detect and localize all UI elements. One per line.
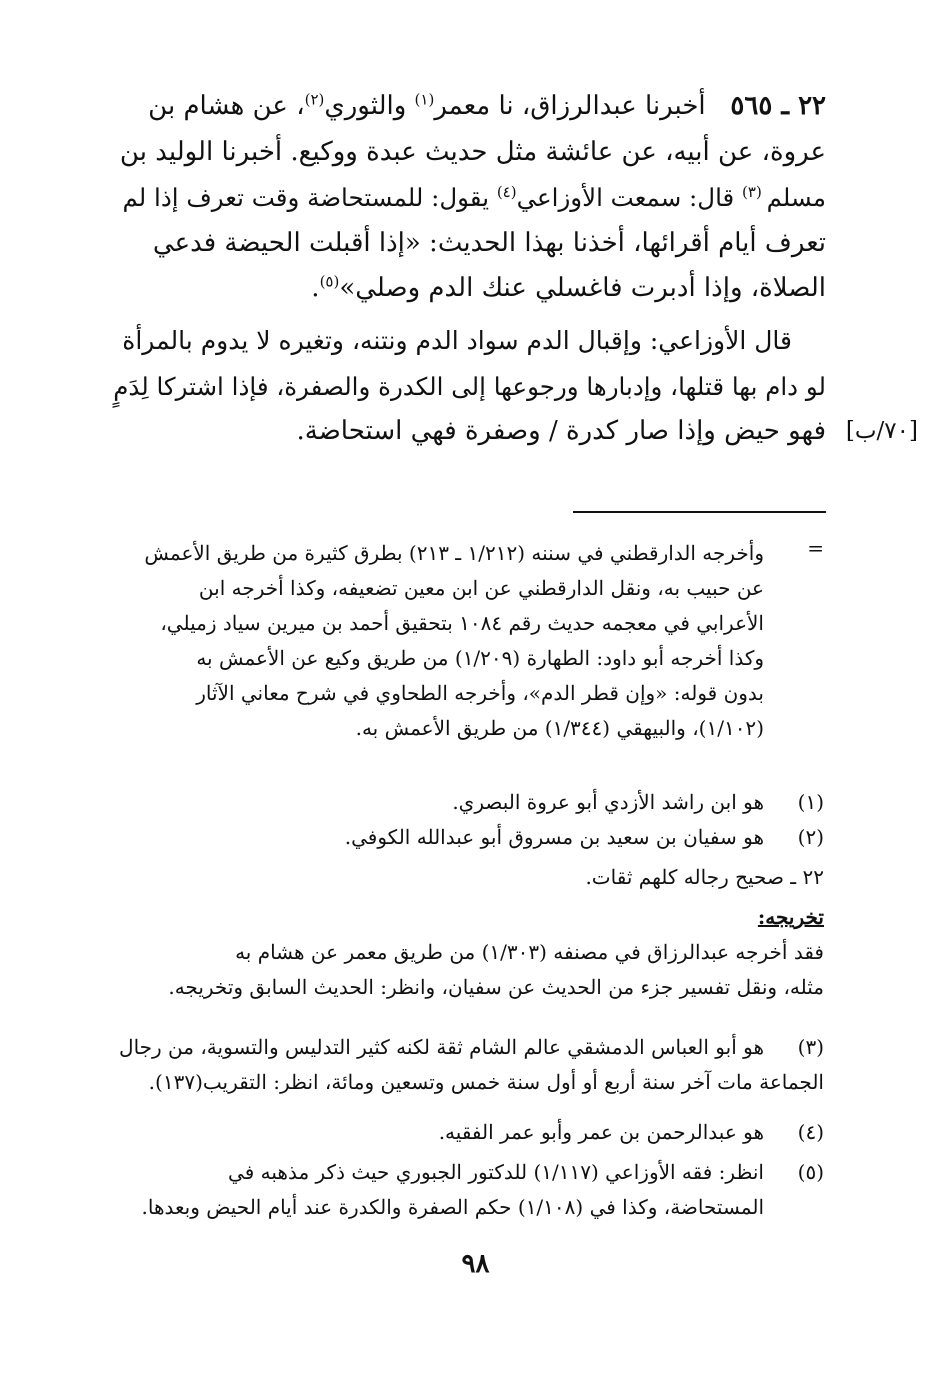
main-line-text: يقول: للمستحاضة وقت تعرف إذا لم [122, 183, 497, 212]
footnote-separator [573, 511, 826, 513]
main-line-7: لو دام بها قتلها، وإدبارها ورجوعها إلى الكدرة والصفرة، فإذا اشتركا لِدَمٍ [113, 371, 826, 401]
footnote-line: هو سفيان بن سعيد بن مسروق أبو عبدالله الكوفي. [344, 825, 764, 849]
footnote-line: وأخرجه الدارقطني في سننه (١/٢١٢ ـ ٢١٣) بطرق كثيرة من طريق الأعمش [144, 541, 764, 565]
footnote-number: (٤) [797, 1120, 824, 1144]
footnote-line: مثله، ونقل تفسير جزء من الحديث عن سفيان، وانظر: الحديث السابق وتخريجه. [168, 975, 824, 999]
main-line-text: والثوري [324, 91, 415, 121]
continuation-mark: = [807, 536, 824, 560]
footnote-line: هو ابن راشد الأزدي أبو عروة البصري. [452, 790, 764, 814]
footnote-line: وكذا أخرجه أبو داود: الطهارة (١/٢٠٩) من طريق وكيع عن الأعمش به [196, 646, 764, 670]
main-line-1 [114, 84, 826, 130]
footnote-ref: (٤) [496, 182, 517, 201]
footnote-line: انظر: فقه الأوزاعي (١/١١٧) للدكتور الجبوري حيث ذكر مذهبه في [228, 1160, 764, 1184]
main-line-8: فهو حيض وإذا صار كدرة / وصفرة فهي استحاضة. [296, 416, 826, 446]
takhrij-heading: تخريجه: [757, 905, 824, 929]
footnote-body [112, 1155, 764, 1225]
footnote-number: (٣) [797, 1035, 824, 1059]
footnote-line: هو عبدالرحمن بن عمر وأبو عمر الفقيه. [438, 1120, 764, 1144]
grading-text: ٢٢ ـ صحيح رجاله كلهم ثقات. [585, 865, 824, 889]
main-line-text: . [311, 273, 320, 303]
page-number: ٩٨ [461, 1249, 490, 1279]
footnote-ref: (١) [414, 90, 435, 109]
footnote-line: فقد أخرجه عبدالرزاق في مصنفه (١/٣٠٣) من طريق معمر عن هشام به [235, 940, 824, 964]
footnote-ref: (٢) [304, 90, 325, 109]
main-line-text: مسلم [766, 183, 826, 212]
hadith-number: ٢٢ ـ ٥٦٥ [730, 91, 826, 121]
takhrij-block [112, 900, 824, 1005]
footnote-line: المستحاضة، وكذا في (١/١٠٨) حكم الصفرة والكدرة عند أيام الحيض وبعدها. [141, 1195, 764, 1219]
footnote-line: عن حبيب به، ونقل الدارقطني عن ابن معين تضعيفه، وكذا أخرجه ابن [198, 576, 764, 600]
main-line-3 [114, 175, 826, 221]
main-line-text: أخبرنا عبدالرزاق، نا معمر [434, 91, 706, 121]
footnote-number: (١) [797, 790, 824, 814]
footnote-line: هو أبو العباس الدمشقي عالم الشام ثقة لكنه كثير التدليس والتسوية، من رجال [119, 1035, 764, 1059]
footnote-number: (٥) [797, 1160, 824, 1184]
main-line-6: قال الأوزاعي: وإقبال الدم سواد الدم ونتنه، وتغيره لا يدوم بالمرأة [122, 326, 792, 355]
footnote-line: الأعرابي في معجمه حديث رقم ١٠٨٤ بتحقيق أحمد بن ميرين سياد زميلي، [160, 611, 764, 635]
main-line-5 [114, 266, 826, 312]
main-text [114, 84, 826, 312]
footnote-body [112, 1030, 764, 1065]
footnote-line: (١/١٠٢)، والبيهقي (١/٣٤٤) من طريق الأعمش به. [355, 716, 764, 740]
footnote-line: الجماعة مات آخر سنة أربع أو أول سنة خمس وتسعين ومائة، انظر: التقريب(١٣٧). [148, 1070, 824, 1094]
footnote-line: بدون قوله: «وإن قطر الدم»، وأخرجه الطحاوي في شرح معاني الآثار [196, 681, 764, 705]
footnote-body [112, 536, 764, 746]
footnote-number: (٢) [797, 825, 824, 849]
footnote-ref: (٥) [319, 272, 340, 291]
main-line-4: تعرف أيام أقرائها، أخذنا بهذا الحديث: «إذا أقبلت الحيضة فدعي [152, 227, 826, 258]
main-line-text: الصلاة، وإذا أدبرت فاغسلي عنك الدم وصلي» [339, 273, 826, 303]
main-line-2: عروة، عن أبيه، عن عائشة مثل حديث عبدة ووكيع. أخبرنا الوليد بن [119, 136, 826, 167]
main-line-text: قال: سمعت الأوزاعي [516, 183, 743, 212]
footnote-ref: (٣) [742, 182, 767, 201]
manuscript-folio-note: [٧٠/ب] [845, 418, 918, 444]
main-line-text: ، عن هشام بن [148, 91, 305, 121]
main-text-paragraph-2 [114, 318, 826, 455]
